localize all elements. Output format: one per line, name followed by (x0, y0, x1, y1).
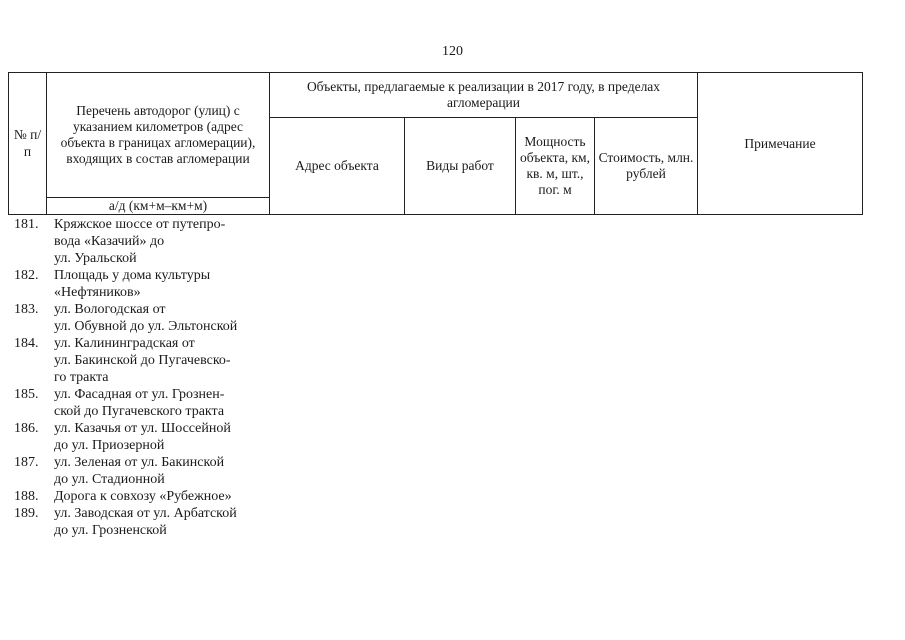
row-number: 189. (14, 506, 39, 521)
row-line: го тракта (54, 370, 109, 385)
list-item (14, 420, 276, 454)
header-number: № п/п (9, 73, 47, 215)
row-number: 181. (14, 217, 39, 232)
list-item (14, 216, 276, 267)
row-line: ул. Обувной до ул. Эльтонской (54, 319, 238, 334)
row-line: ул. Калининградская от (54, 336, 195, 351)
list-item (14, 488, 276, 505)
row-line: Кряжское шоссе от путепро- (54, 217, 226, 232)
row-number: 186. (14, 421, 39, 436)
row-text (54, 505, 276, 539)
row-number: 188. (14, 489, 39, 504)
row-number: 184. (14, 336, 39, 351)
row-number: 183. (14, 302, 39, 317)
list-item (14, 454, 276, 488)
header-table (8, 72, 863, 215)
row-line: Площадь у дома культуры (54, 268, 211, 283)
header-work-types: Виды работ (405, 118, 516, 215)
row-text (54, 386, 276, 420)
row-number: 187. (14, 455, 39, 470)
row-number: 185. (14, 387, 39, 402)
row-number: 182. (14, 268, 39, 283)
header-address: Адрес объекта (270, 118, 405, 215)
row-line: до ул. Стадионной (54, 472, 165, 487)
row-text (54, 216, 276, 267)
list-item (14, 267, 276, 301)
header-cost: Стоимость, млн. рублей (595, 118, 698, 215)
list-item (14, 335, 276, 386)
row-line: ул. Заводская от ул. Арбатской (54, 506, 237, 521)
list-item (14, 505, 276, 539)
row-line: ул. Бакинской до Пугачевско- (54, 353, 231, 368)
row-text (54, 488, 276, 505)
header-capacity: Мощность объекта, км, кв. м, шт., пог. м (516, 118, 595, 215)
row-line: вода «Казачий» до (54, 234, 165, 249)
list-item (14, 301, 276, 335)
row-line: ул. Фасадная от ул. Грознен- (54, 387, 225, 402)
row-line: «Нефтяников» (54, 285, 141, 300)
row-text (54, 301, 276, 335)
row-line: ской до Пугачевского тракта (54, 404, 225, 419)
header-objects-group: Объекты, предлагаемые к реализации в 2017 году, в пределах агломерации (270, 73, 698, 118)
row-text (54, 335, 276, 386)
row-line: ул. Уральской (54, 251, 137, 266)
list-item (14, 386, 276, 420)
row-line: до ул. Приозерной (54, 438, 165, 453)
road-list (14, 216, 276, 539)
header-roads-sub: а/д (км+м–км+м) (47, 198, 270, 215)
header-roads: Перечень автодорог (улиц) с указанием километров (адрес объекта в границах агломерации), входящих в состав агломерации (47, 73, 270, 198)
row-line: до ул. Грозненской (54, 523, 167, 538)
row-line: Дорога к совхозу «Рубежное» (54, 489, 232, 504)
header-note: Примечание (698, 73, 863, 215)
row-text (54, 420, 276, 454)
page-number: 120 (442, 44, 463, 59)
row-text (54, 454, 276, 488)
row-line: ул. Казачья от ул. Шоссейной (54, 421, 231, 436)
row-text (54, 267, 276, 301)
row-line: ул. Вологодская от (54, 302, 166, 317)
row-line: ул. Зеленая от ул. Бакинской (54, 455, 225, 470)
